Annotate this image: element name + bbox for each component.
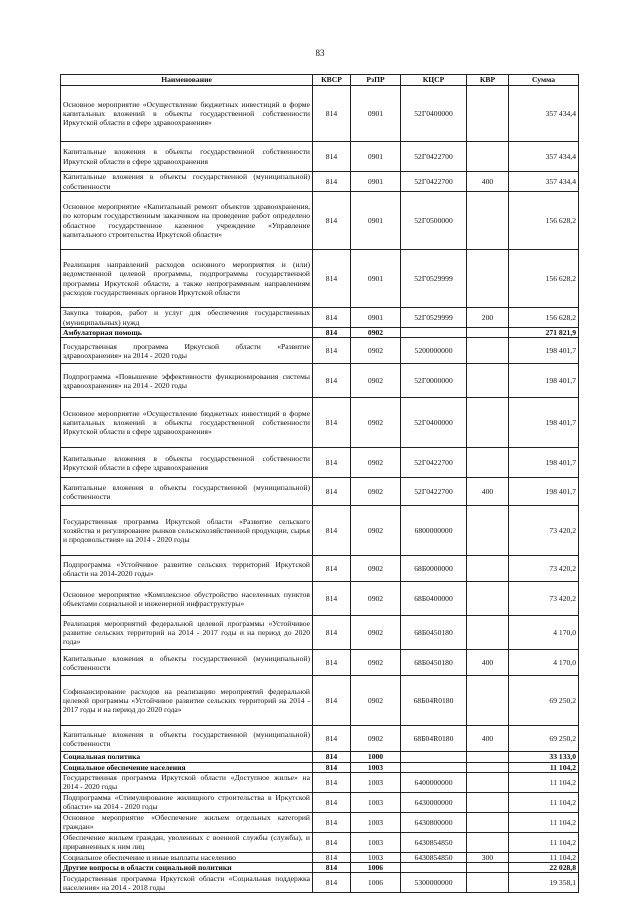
cell-sum: 198 401,7 [509,448,579,478]
table-row [61,142,579,172]
table-row [61,308,579,328]
cell-rzpr: 0901 [351,250,401,308]
table-row [61,398,579,448]
cell-rzpr: 0902 [351,478,401,506]
table-row [61,873,579,893]
table-row [61,616,579,650]
cell-sum: 4 170,0 [509,616,579,650]
cell-kcsr: 68Б0450180 [401,616,467,650]
cell-kvr [467,448,509,478]
cell-rzpr: 0902 [351,726,401,752]
cell-kvr: 400 [467,478,509,506]
cell-kcsr [401,328,467,338]
cell-kvsr: 814 [313,752,351,762]
table-row [61,328,579,338]
table-row [61,448,579,478]
table-row [61,772,579,792]
table-row [61,676,579,726]
cell-rzpr: 0902 [351,506,401,556]
cell-name: Государственная программа Иркутской области «Развитие сельского хозяйства и регулирование рынков сельскохозяйственной продукции, сырья и продовольствия» на 2014 - 2020 годы [61,506,313,556]
table-row [61,86,579,142]
table-row [61,582,579,616]
table-row [61,792,579,812]
cell-name: Основное мероприятие «Обеспечение жильем отдельных категорий граждан» [61,812,313,832]
cell-kcsr: 6400000000 [401,772,467,792]
page-number: 83 [315,48,325,58]
cell-rzpr: 1003 [351,772,401,792]
cell-kvsr: 814 [313,792,351,812]
cell-kcsr: 52Г0000000 [401,364,467,398]
cell-kcsr: 5200000000 [401,338,467,364]
cell-rzpr: 0901 [351,142,401,172]
cell-kvsr: 814 [313,762,351,772]
header-rzpr: РзПР [351,75,401,86]
table-row [61,726,579,752]
cell-sum: 11 104,2 [509,832,579,852]
cell-kvr [467,364,509,398]
cell-kvr: 400 [467,726,509,752]
cell-kcsr: 68Б0000000 [401,556,467,582]
cell-kcsr: 6430854850 [401,852,467,862]
cell-kvr [467,752,509,762]
cell-sum: 357 434,4 [509,142,579,172]
cell-kvr [467,582,509,616]
table-row [61,752,579,762]
cell-kvr [467,832,509,852]
cell-kvsr: 814 [313,364,351,398]
cell-kvr: 400 [467,650,509,676]
cell-rzpr: 0902 [351,616,401,650]
cell-sum: 69 250,2 [509,726,579,752]
cell-rzpr: 0901 [351,192,401,250]
cell-sum: 357 434,4 [509,86,579,142]
cell-rzpr: 0901 [351,308,401,328]
header-kvr: КВР [467,75,509,86]
header-kvsr: КВСР [313,75,351,86]
header-name: Наименование [61,75,313,86]
cell-sum: 198 401,7 [509,478,579,506]
cell-kcsr [401,752,467,762]
cell-sum: 271 821,9 [509,328,579,338]
cell-name: Капитальные вложения в объекты государственной (муниципальной) собственности [61,478,313,506]
cell-name: Реализация направлений расходов основного мероприятия и (или) ведомственной целевой программы, подпрограммы государственной программы Иркутской области, а также непрограммным направлениям расходов государственных органов Иркутской области [61,250,313,308]
table-row [61,192,579,250]
table-row [61,812,579,832]
cell-sum: 19 358,1 [509,873,579,893]
cell-rzpr: 1003 [351,792,401,812]
cell-kcsr: 52Г0529999 [401,308,467,328]
cell-name: Основное мероприятие «Осуществление бюджетных инвестиций в форме капитальных вложений в объекты государственной собственности Иркутской области в сфере здравоохранения» [61,398,313,448]
cell-sum: 73 420,2 [509,582,579,616]
cell-kvr [467,873,509,893]
table-row [61,832,579,852]
cell-kvr [467,398,509,448]
table-row [61,172,579,192]
cell-rzpr: 0902 [351,676,401,726]
budget-table [60,74,579,893]
cell-rzpr: 1000 [351,752,401,762]
cell-kvr [467,863,509,873]
cell-kcsr: 68Б04R0180 [401,676,467,726]
cell-kvr [467,142,509,172]
cell-kvr: 300 [467,852,509,862]
cell-kvsr: 814 [313,832,351,852]
cell-kvr [467,328,509,338]
cell-kvsr: 814 [313,308,351,328]
cell-name: Подпрограмма «Повышение эффективности функционирования системы здравоохранения» на 2014 - 2020 годы [61,364,313,398]
cell-name: Государственная программа Иркутской области «Социальная поддержка населения» на 2014 - 2018 годы [61,873,313,893]
cell-rzpr: 0902 [351,650,401,676]
cell-sum: 11 104,2 [509,792,579,812]
cell-rzpr: 0901 [351,172,401,192]
cell-kvsr: 814 [313,338,351,364]
cell-kvr: 200 [467,308,509,328]
cell-sum: 4 170,0 [509,650,579,676]
table-row [61,478,579,506]
cell-kvsr: 814 [313,556,351,582]
cell-kvr [467,676,509,726]
cell-sum: 156 628,2 [509,192,579,250]
cell-sum: 73 420,2 [509,556,579,582]
cell-sum: 73 420,2 [509,506,579,556]
cell-rzpr: 0902 [351,448,401,478]
cell-kvsr: 814 [313,398,351,448]
cell-rzpr: 0902 [351,364,401,398]
cell-kcsr: 52Г0422700 [401,478,467,506]
cell-rzpr: 0902 [351,556,401,582]
cell-rzpr: 0902 [351,582,401,616]
cell-kcsr [401,762,467,772]
cell-rzpr: 0902 [351,338,401,364]
cell-kvr [467,792,509,812]
cell-sum: 11 104,2 [509,852,579,862]
cell-name: Подпрограмма «Устойчивое развитие сельских территорий Иркутской области на 2014-2020 годы» [61,556,313,582]
cell-kvsr: 814 [313,582,351,616]
cell-kcsr: 6430000000 [401,792,467,812]
cell-kvsr: 814 [313,863,351,873]
cell-kvsr: 814 [313,142,351,172]
cell-rzpr: 1003 [351,832,401,852]
cell-sum: 11 104,2 [509,772,579,792]
cell-rzpr: 1003 [351,852,401,862]
cell-kvsr: 814 [313,650,351,676]
cell-kvsr: 814 [313,676,351,726]
cell-kvsr: 814 [313,616,351,650]
cell-kvr [467,556,509,582]
cell-name: Государственная программа Иркутской области «Развитие здравоохранения» на 2014 - 2020 годы [61,338,313,364]
cell-kvsr: 814 [313,86,351,142]
cell-kvsr: 814 [313,448,351,478]
cell-sum: 11 104,2 [509,812,579,832]
cell-sum: 69 250,2 [509,676,579,726]
cell-sum: 198 401,7 [509,398,579,448]
cell-kcsr [401,863,467,873]
cell-kvsr: 814 [313,852,351,862]
cell-kvsr: 814 [313,250,351,308]
cell-kvsr: 814 [313,726,351,752]
cell-rzpr: 1006 [351,873,401,893]
cell-kcsr: 6430854850 [401,832,467,852]
cell-kvr [467,506,509,556]
cell-name: Социальное обеспечение и иные выплаты населению [61,852,313,862]
cell-kcsr: 68Б0450180 [401,650,467,676]
cell-kvsr: 814 [313,478,351,506]
table-row [61,250,579,308]
cell-kcsr: 52Г0500000 [401,192,467,250]
cell-name: Закупка товаров, работ и услуг для обеспечения государственных (муниципальных) нужд [61,308,313,328]
cell-sum: 156 628,2 [509,308,579,328]
cell-name: Социальная политика [61,752,313,762]
cell-name: Софинансирование расходов на реализацию мероприятий федеральной целевой программы «Устойчивое развитие сельских территорий на 2014 - 2017 годы и на период до 2020 года» [61,676,313,726]
cell-kcsr: 52Г0400000 [401,86,467,142]
cell-name: Подпрограмма «Стимулирование жилищного строительства в Иркутской области» на 2014 - 2020 годы [61,792,313,812]
table-row [61,506,579,556]
cell-name: Основное мероприятие «Осуществление бюджетных инвестиций в форме капитальных вложений в объекты государственной собственности Иркутской области в сфере здравоохранения» [61,86,313,142]
cell-kcsr: 6430800000 [401,812,467,832]
cell-name: Капитальные вложения в объекты государственной (муниципальной) собственности [61,172,313,192]
cell-sum: 156 628,2 [509,250,579,308]
cell-kcsr: 52Г0400000 [401,398,467,448]
table-row [61,364,579,398]
cell-name: Государственная программа Иркутской области «Доступное жилье» на 2014 - 2020 годы [61,772,313,792]
cell-name: Капитальные вложения в объекты государственной собственности Иркутской области в сфере здравоохранения [61,142,313,172]
cell-rzpr: 0902 [351,398,401,448]
cell-name: Капитальные вложения в объекты государственной (муниципальной) собственности [61,726,313,752]
cell-kvr [467,762,509,772]
cell-name: Другие вопросы в области социальной политики [61,863,313,873]
cell-sum: 22 028,8 [509,863,579,873]
cell-name: Обеспечение жильем граждан, уволенных с военной службы (службы), и приравненных к ним лиц [61,832,313,852]
table-row [61,762,579,772]
cell-sum: 198 401,7 [509,338,579,364]
cell-kvsr: 814 [313,873,351,893]
cell-kvsr: 814 [313,172,351,192]
cell-name: Основное мероприятие «Комплексное обустройство населенных пунктов объектами социальной и инженерной инфраструктуры» [61,582,313,616]
table-row [61,863,579,873]
cell-kcsr: 52Г0422700 [401,172,467,192]
cell-kcsr: 6800000000 [401,506,467,556]
cell-sum: 198 401,7 [509,364,579,398]
cell-rzpr: 1003 [351,812,401,832]
cell-kvsr: 814 [313,772,351,792]
cell-kvr: 400 [467,172,509,192]
cell-rzpr: 0902 [351,328,401,338]
cell-kvr [467,192,509,250]
cell-kcsr: 68Б0400000 [401,582,467,616]
cell-kvr [467,250,509,308]
cell-kvsr: 814 [313,192,351,250]
cell-kcsr: 52Г0422700 [401,142,467,172]
cell-kvr [467,812,509,832]
table-row [61,338,579,364]
cell-rzpr: 1003 [351,762,401,772]
table-header-row [61,75,579,86]
cell-name: Капитальные вложения в объекты государственной собственности Иркутской области в сфере здравоохранения [61,448,313,478]
cell-kvsr: 814 [313,328,351,338]
cell-kvsr: 814 [313,812,351,832]
cell-kcsr: 68Б04R0180 [401,726,467,752]
cell-rzpr: 0901 [351,86,401,142]
cell-name: Капитальные вложения в объекты государственной (муниципальной) собственности [61,650,313,676]
header-sum: Сумма [509,75,579,86]
cell-kvsr: 814 [313,506,351,556]
header-kcsr: КЦСР [401,75,467,86]
cell-sum: 33 133,0 [509,752,579,762]
cell-kvr [467,772,509,792]
table-row [61,556,579,582]
cell-rzpr: 1006 [351,863,401,873]
cell-kvr [467,86,509,142]
cell-kvr [467,338,509,364]
table-row [61,650,579,676]
cell-name: Амбулаторная помощь [61,328,313,338]
cell-kvr [467,616,509,650]
cell-name: Социальное обеспечение населения [61,762,313,772]
table-row [61,852,579,862]
cell-sum: 357 434,4 [509,172,579,192]
cell-name: Основное мероприятие «Капитальный ремонт объектов здравоохранения, по которым государственным заказчиком на проведение работ определено областное государственное казенное учреждение «Управление капитального строительства Иркутской области» [61,192,313,250]
cell-sum: 11 104,2 [509,762,579,772]
cell-kcsr: 52Г0529999 [401,250,467,308]
cell-kcsr: 52Г0422700 [401,448,467,478]
cell-kcsr: 5300000000 [401,873,467,893]
cell-name: Реализация мероприятий федеральной целевой программы «Устойчивое развитие сельских территорий на 2014 - 2017 годы и на период до 2020 года» [61,616,313,650]
